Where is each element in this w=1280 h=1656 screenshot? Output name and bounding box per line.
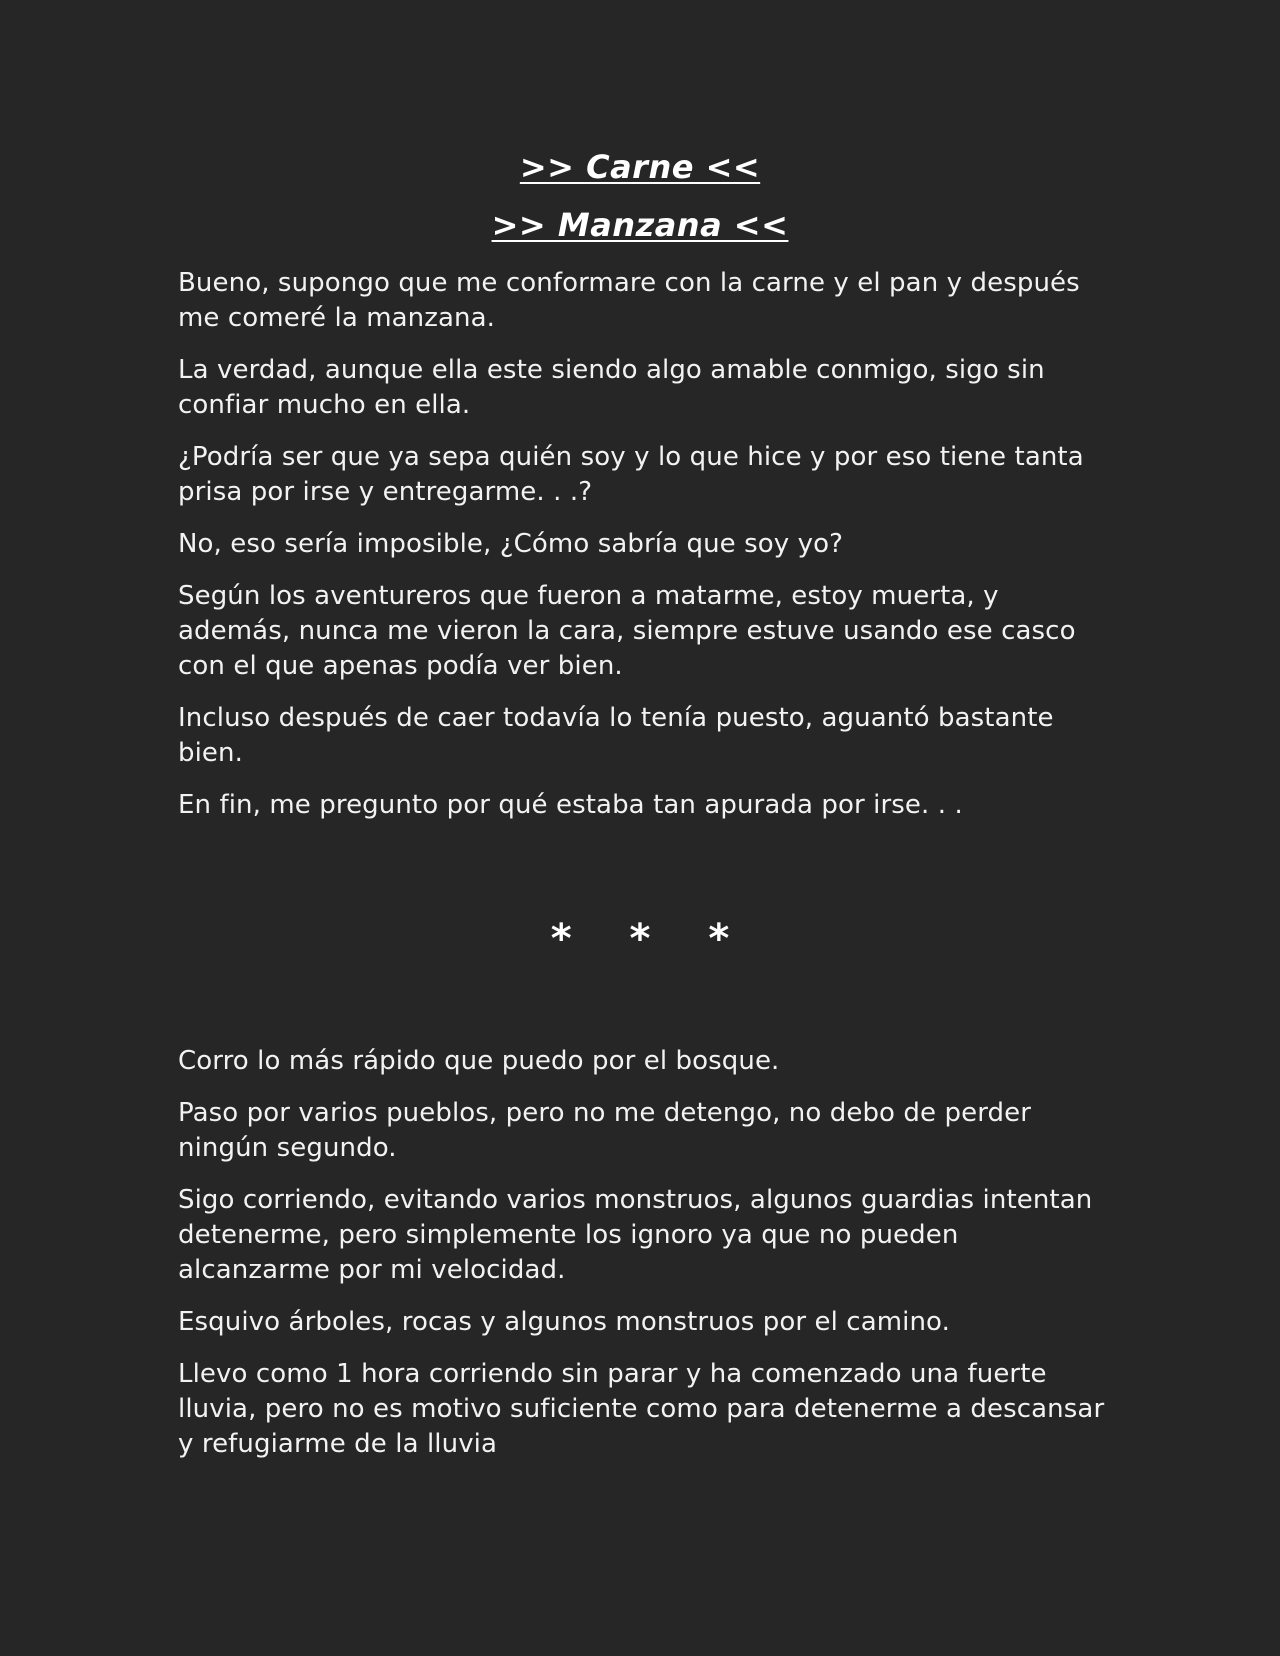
scene-separator: * * * [550,916,752,962]
text-section-two [178,1044,1108,1479]
paragraph: Sigo corriendo, evitando varios monstruos, algunos guardias intentan detenerme, pero simplemente los ignoro ya que no pueden alcanzarme por mi velocidad. [178,1185,1093,1285]
paragraph: La verdad, aunque ella este siendo algo amable conmigo, sigo sin confiar mucho en ella. [178,355,1045,420]
paragraph: Esquivo árboles, rocas y algunos monstruos por el camino. [178,1307,950,1337]
paragraph: En fin, me pregunto por qué estaba tan apurada por irse. . . [178,790,963,820]
choice-heading-carne: >> Carne << [519,148,761,186]
paragraph: Llevo como 1 hora corriendo sin parar y ha comenzado una fuerte lluvia, pero no es motivo suficiente como para detenerme a descansar y refugiarme de la lluvia [178,1359,1105,1459]
paragraph: No, eso sería imposible, ¿Cómo sabría que soy yo? [178,529,844,559]
text-section-one [178,266,1108,840]
paragraph: Corro lo más rápido que puedo por el bosque. [178,1046,780,1076]
paragraph: Según los aventureros que fueron a matarme, estoy muerta, y además, nunca me vieron la cara, siempre estuve usando ese casco con el que apenas podía ver bien. [178,581,1076,681]
paragraph: Incluso después de caer todavía lo tenía puesto, aguantó bastante bien. [178,703,1054,768]
paragraph: ¿Podría ser que ya sepa quién soy y lo que hice y por eso tiene tanta prisa por irse y entregarme. . .? [178,442,1084,507]
choice-heading-manzana: >> Manzana << [491,206,789,244]
paragraph: Bueno, supongo que me conformare con la carne y el pan y después me comeré la manzana. [178,268,1080,333]
paragraph: Paso por varios pueblos, pero no me detengo, no debo de perder ningún segundo. [178,1098,1032,1163]
